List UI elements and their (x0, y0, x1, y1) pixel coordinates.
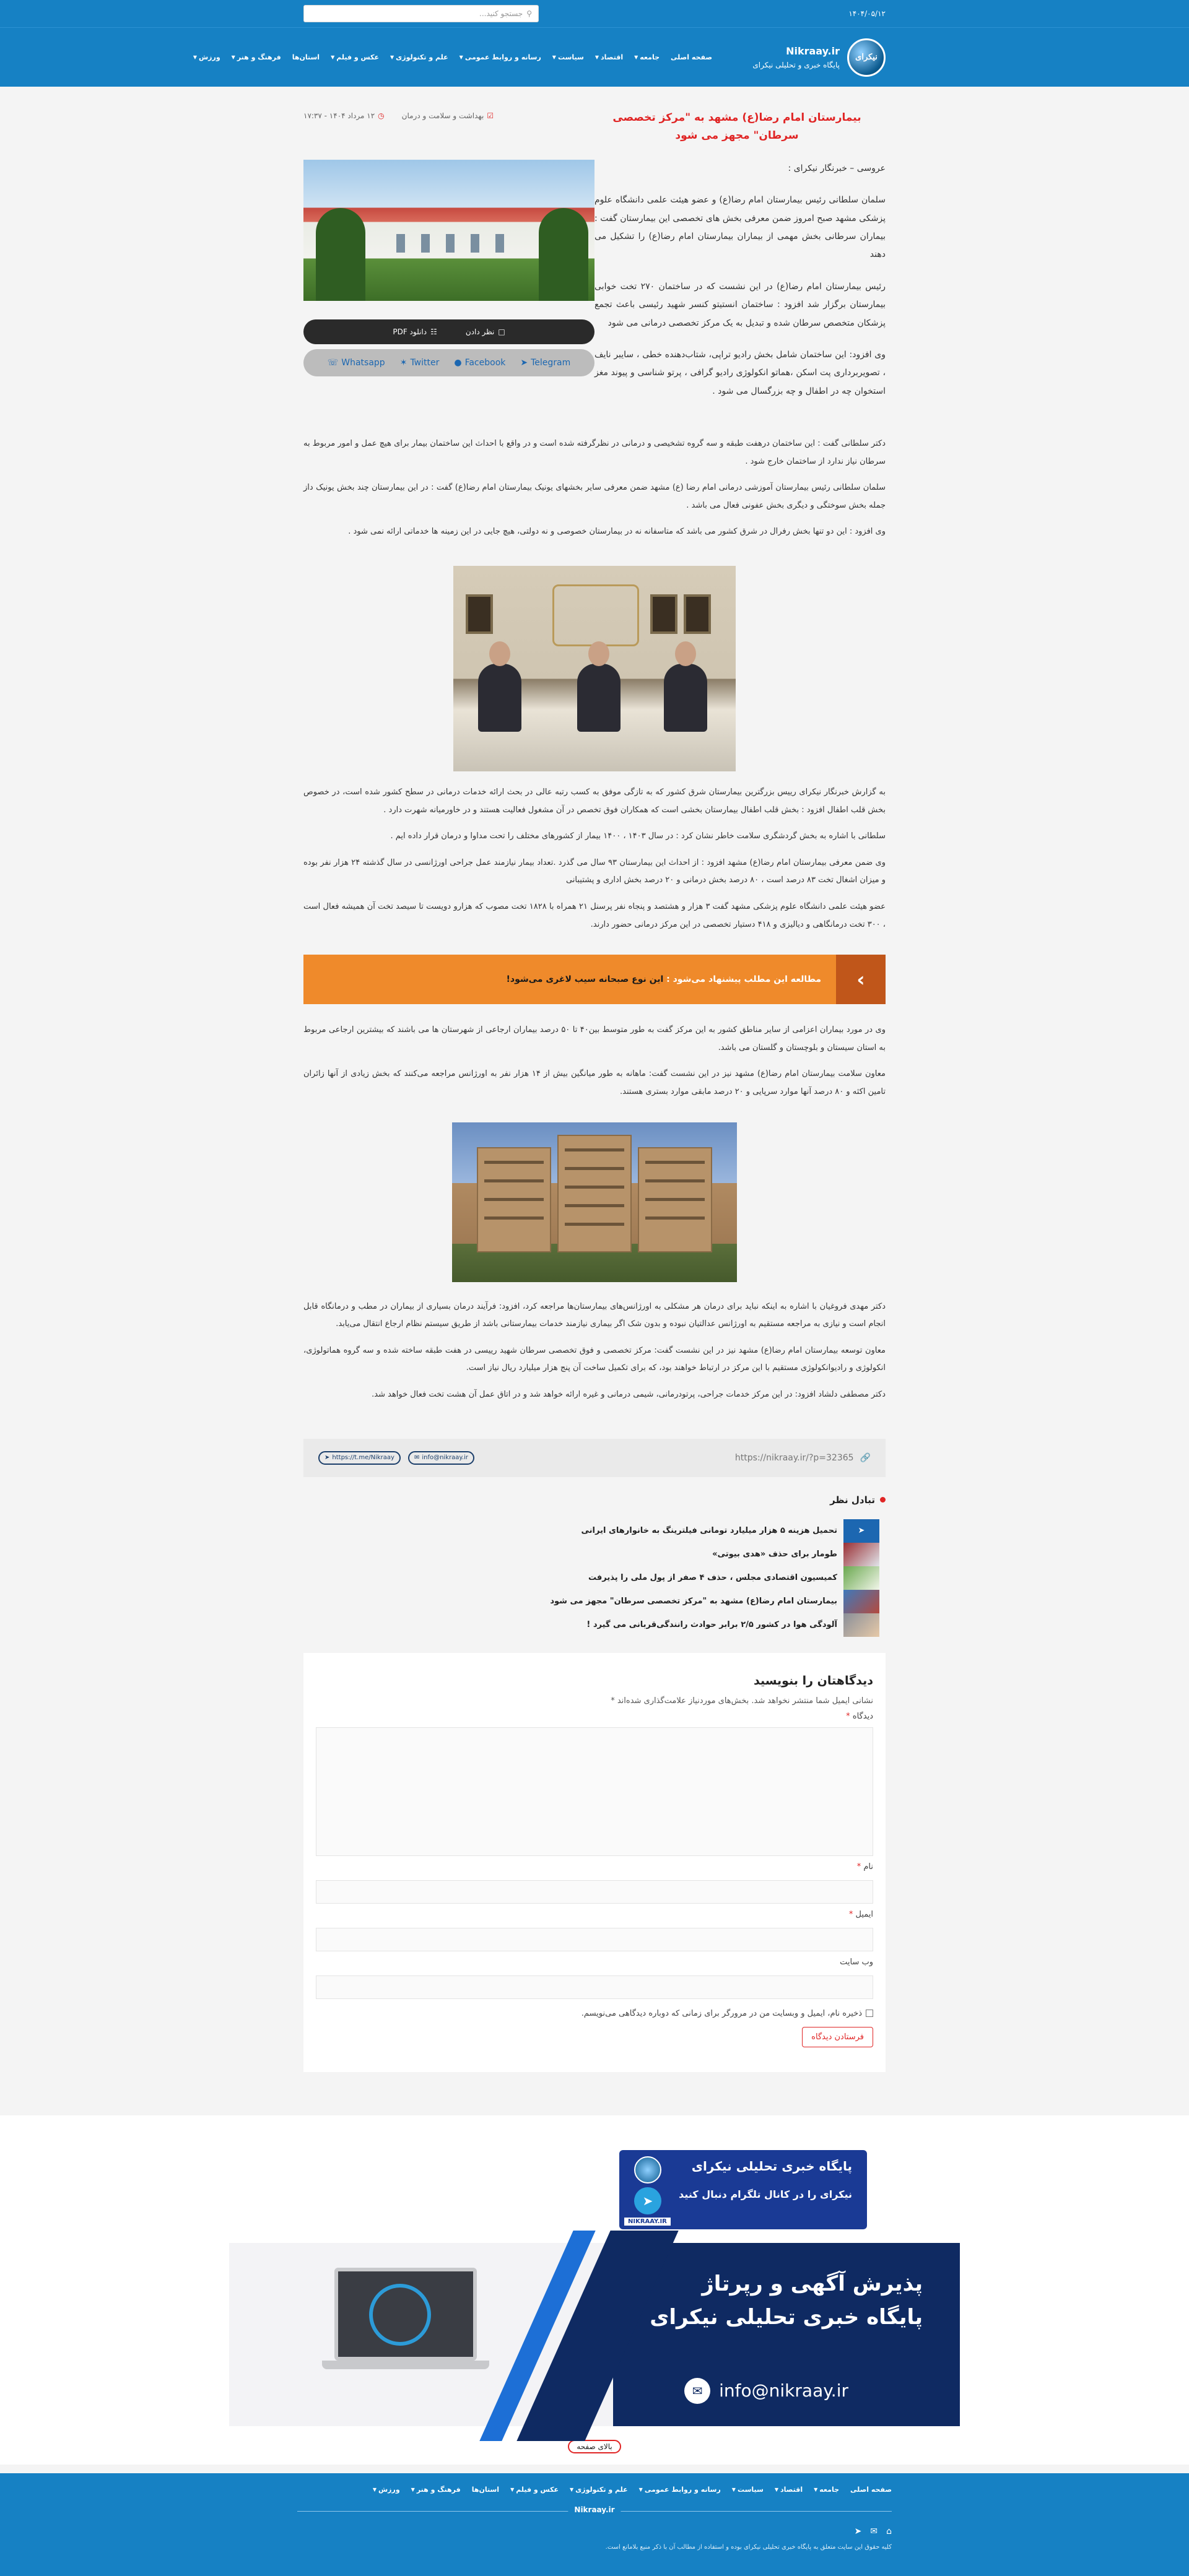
article-title: بیمارستان امام رضا(ع) مشهد به "مرکز تخصصی سرطان" مجهز می شود (612, 111, 861, 142)
email-chip[interactable]: ✉ info@nikraay.ir (408, 1451, 474, 1465)
share-facebook[interactable]: ● Facebook (454, 357, 506, 368)
related-thumbnail[interactable] (843, 1566, 879, 1590)
category-icon: ☑ (487, 111, 494, 120)
share-whatsapp[interactable]: ☏ Whatsapp (327, 357, 385, 368)
pdf-download-button[interactable]: ☷ دانلود PDF (393, 327, 437, 336)
twitter-icon: ✶ (399, 357, 407, 368)
name-field[interactable] (316, 1880, 873, 1904)
suggested-link[interactable]: این نوع صبحانه سیب لاغری می‌شود! (506, 974, 664, 985)
chevron-down-icon: ▼ (774, 2486, 779, 2492)
main-nav (193, 53, 712, 61)
search-placeholder: جستجو کنید... (479, 9, 523, 18)
body-paragraph: عضو هیئت علمی دانشگاه علوم پزشکی مشهد گفت ۳ هزار و هشتصد و پنجاه نفر پرسنل ۲۱ همراه با ۱۸۲۸ تخت مصوب که هزارو دویست تا سیصد تخت آن همیشه فعال است ، ۳۰۰ تخت درمانگاهی و دیالیزی و ۴۱۸ دستیار تخصصی در این مرکز درمانی حضور دارند. (303, 902, 886, 929)
telegram-banner-title: پایگاه خبری تحلیلی نیکرای (691, 2158, 852, 2174)
short-link-bar (303, 1439, 886, 1477)
comment-form-note: نشانی ایمیل شما منتشر نخواهد شد. بخش‌های موردنیاز علامت‌گذاری شده‌اند * (611, 1696, 873, 1706)
clock-icon: ◷ (378, 111, 385, 120)
comment-icon: □ (498, 327, 505, 336)
site-name[interactable]: Nikraay.ir (786, 45, 840, 57)
body-paragraph: معاون توسعه بیمارستان امام رضا(ع) مشهد نیز در این نشست گفت: مرکز تخصصی و فوق تخصصی سرطان شهید رییسی در هفت طبقه ساخته شده و سه گروه هماتولوژی، انکولوژی و رادیوانکولوژی مستقیم با این مرکز در ارتباط خواهند بود، که برای تکمیل ساخت آن پنج هزار میلیارد ریال نیاز است. (303, 1345, 886, 1373)
body-paragraph: دکتر سلطانی گفت : این ساختمان درهفت طبقه و سه گروه تشخیصی و درمانی در نظرگرفته شده است و در واقع با احداث این ساختمان بیمار برای هیچ عمل و امور مربوط به سرطان نیاز ندارد از ساختمان خارج شود . (303, 439, 886, 466)
footer-socials (297, 2526, 892, 2536)
ad-headline: پذیرش آگهی و رپرتاژ (702, 2271, 923, 2296)
body-paragraph: دکتر مصطفی دلشاد افزود: در این مرکز خدمات جراحی، پرتودرمانی، شیمی درمانی و غیره ارائه خواهد شد و در اتاق عمل آن هشت تخت فعال خواهد شد. (372, 1389, 886, 1399)
nav-item-science[interactable]: علم و تکنولوژی ▼ (390, 53, 448, 61)
footer-copyright: کلیه حقوق این سایت متعلق به پایگاه خبری تحلیلی نیکرای بوده و استفاده از مطالب آن با ذکر منبع بلامانع است. (605, 2543, 892, 2551)
related-thumbnail[interactable] (843, 1543, 879, 1566)
footer-nav (297, 2486, 892, 2494)
body-paragraph: معاون سلامت بیمارستان امام رضا(ع) مشهد نیز در این نشست گفت: ماهانه به طور میانگین بیش از ۱۴ هزار نفر به اورژانس مراجعه می‌کنند که بخش زیادی از آنها زائران تامین اکثه و ۸۰ درصد آنها موارد سرپایی و ۲۰ درصد مابقی موارد بستری هستند. (303, 1069, 886, 1096)
telegram-banner-tag: NIKRAAY.IR (624, 2218, 671, 2226)
comment-form (303, 1653, 886, 2072)
chevron-down-icon: ▼ (390, 54, 394, 60)
footer-nav-item[interactable]: اقتصاد ▼ (774, 2485, 803, 2494)
chevron-down-icon: ▼ (510, 2486, 515, 2492)
footer-nav-item[interactable]: سیاست ▼ (731, 2485, 764, 2494)
chevron-down-icon: ▼ (331, 54, 335, 60)
article-actions (303, 319, 594, 344)
site-logo[interactable] (847, 38, 886, 77)
site-footer (0, 2473, 1189, 2576)
lead-paragraph: عروسی – خبرنگار نیکرای : (788, 163, 886, 173)
suggested-article-box[interactable] (303, 955, 886, 1004)
nav-item-media-gallery[interactable]: عکس و فیلم ▼ (331, 53, 380, 61)
chevron-down-icon: ▼ (231, 54, 235, 60)
facebook-icon: ● (454, 357, 462, 368)
search-input[interactable] (303, 5, 539, 22)
back-to-top-button[interactable]: بالای صفحه (568, 2440, 621, 2453)
nav-item-culture[interactable]: فرهنگ و هنر ▼ (231, 53, 281, 61)
chevron-down-icon: ▼ (814, 2486, 818, 2492)
telegram-icon: ➤ (520, 357, 528, 368)
related-heading: تبادل نظر (303, 1494, 886, 1506)
chevron-down-icon: ▼ (459, 54, 463, 60)
mail-icon: ✉ (684, 2378, 710, 2404)
lead-paragraph: سلمان سلطانی رئیس بیمارستان امام رضا(ع) و عضو هیئت علمی دانشگاه علوم پزشکی مشهد صبح امروز ضمن معرفی بخش های تخصصی این بیمارستان گفت : بیماران سرطانی بخش مهمی از بیماران بیمارستان امام رضا(ع) را تشکیل می دهند (594, 195, 886, 260)
nav-item-politics[interactable]: سیاست ▼ (552, 53, 584, 61)
body-paragraph: وی ضمن معرفی بیمارستان امام رضا(ع) مشهد افزود : از احداث این بیمارستان ۹۳ سال می گذرد .تعداد بیمار نیازمند عمل جراحی اورژانسی در سال گذشته ۲۴ هزار نفر بوده و میزان اشغال تخت ۸۳ درصد است ، ۸۰ درصد بخش درمانی و ۲۰ درصد بخش اداری و پشتیبانی (303, 857, 886, 885)
telegram-banner[interactable] (619, 2150, 867, 2229)
search-icon[interactable]: ⚲ (526, 9, 532, 18)
site-logo-icon (634, 2156, 661, 2184)
telegram-banner-subtitle: نیکرای را در کانال تلگرام دنبال کنید (679, 2188, 852, 2200)
footer-nav-item[interactable]: جامعه ▼ (814, 2485, 839, 2494)
article-meta (303, 109, 494, 120)
banner-area (0, 2115, 1189, 2465)
home-icon[interactable]: ⌂ (886, 2526, 892, 2536)
ad-email: ✉ info@nikraay.ir (684, 2378, 848, 2404)
nav-item-society[interactable]: جامعه ▼ (634, 53, 660, 61)
footer-brand[interactable]: Nikraay.ir (568, 2505, 621, 2514)
site-brand[interactable] (725, 38, 886, 77)
body-paragraph: وی در مورد بیماران اعزامی از سایر مناطق کشور به این مرکز گفت به طور متوسط بین۴۰ تا ۵۰ درصد بیماران ارجاعی از شهرستان ها می باشند که بیشترین ارجاعی مربوط به استان سیستان و بلوچستان و گلستان می باشد. (303, 1025, 886, 1052)
footer-nav-item[interactable]: علم و تکنولوژی ▼ (570, 2485, 628, 2494)
logo-text: نیکرای (855, 53, 878, 62)
related-thumbnail[interactable] (843, 1613, 879, 1637)
related-item[interactable]: ➤ تحمیل هزینه ۵ هزار میلیارد تومانی فیلترینگ به خانوارهای ایرانی (303, 1519, 879, 1543)
footer-divider (297, 2505, 892, 2514)
link-icon: 🔗 (860, 1452, 871, 1463)
save-info-checkbox[interactable] (866, 2010, 873, 2017)
nav-item-media[interactable]: رسانه و روابط عمومی ▼ (459, 53, 541, 61)
save-info-row (316, 2009, 873, 2018)
lead-paragraph: رئیس بیمارستان امام رضا(ع) در این نشست که در ساختمان ۲۷۰ تخت خوابی بیمارستان برگزار شد افزود : ساختمان انستیتو کنسر شهید رئیسی باعث تجمع پزشکان متخصص سرطان شده و تبدیل به یک مرکز تخصصی درمانی می شود (594, 281, 886, 328)
laptop-illustration (334, 2268, 477, 2361)
mail-icon[interactable]: ✉ (870, 2526, 878, 2536)
telegram-icon: ➤ (634, 2187, 661, 2214)
footer-nav-item[interactable]: ورزش ▼ (372, 2485, 400, 2494)
telegram-icon[interactable]: ➤ (854, 2526, 862, 2536)
comment-button[interactable]: □ نظر دادن (465, 327, 505, 336)
comment-form-title: دیدگاهتان را بنویسید (753, 1673, 873, 1688)
body-paragraph: دکتر مهدی فروغیان با اشاره به اینکه نباید برای درمان هر مشکلی به اورژانس‌های بیمارستان‌ها مراجعه کرد، افزود: فرآیند درمان بسیاری از بیماران در مطب و درمانگاه قابل انجام است و نیازی به مراجعه مستقیم به اورژانس عدالتیان نبوده و بدون شک اگر بیماری نیازمند خدمات بیمارستانی باشد از طریق سیستم نظام ارجاع انتقال می‌یابد. (303, 1301, 886, 1329)
whatsapp-icon: ☏ (327, 357, 339, 368)
pdf-icon: ☷ (430, 327, 437, 336)
submit-comment-button[interactable]: فرستادن دیدگاه (802, 2027, 873, 2047)
hospital-exterior-photo (452, 1122, 737, 1282)
related-item[interactable]: بیمارستان امام رضا(ع) مشهد به "مرکز تخصصی سرطان" مجهز می شود (303, 1590, 879, 1613)
chevron-down-icon: ▼ (193, 54, 197, 60)
site-tagline: پایگاه خبری و تحلیلی نیکرای (752, 61, 840, 69)
hospital-building-photo (303, 160, 594, 301)
advertising-banner[interactable] (229, 2243, 960, 2426)
footer-nav-item[interactable]: فرهنگ و هنر ▼ (411, 2485, 461, 2494)
lead-paragraph: وی افزود: این ساختمان شامل بخش رادیو تراپی، شتاب‌دهنده خطی ، سایبر نایف ، تصویربرداری پت اسکن ،هماتو انکولوژی رادیو گرافی ، پرتو شناسی و پیوند مغز استخوان چه در اطفال و چه بزرگسال می شود . (594, 349, 886, 396)
suggested-label: مطالعه این مطلب پیشنهاد می‌شود : (666, 974, 821, 985)
footer-nav-item[interactable]: صفحه اصلی (850, 2485, 892, 2494)
comment-textarea[interactable] (316, 1727, 873, 1856)
website-field[interactable] (316, 1975, 873, 1999)
chevron-down-icon: ▼ (372, 2486, 377, 2492)
article-lead (594, 160, 886, 414)
telegram-channel-chip[interactable]: ➤ https://t.me/Nikraay (318, 1451, 401, 1465)
email-field[interactable] (316, 1928, 873, 1951)
chevron-down-icon: ▼ (731, 2486, 736, 2492)
save-info-label: ذخیره نام، ایمیل و وبسایت من در مرورگر برای زمانی که دوباره دیدگاهی می‌نویسم. (581, 2008, 862, 2018)
bullet-icon (880, 1497, 886, 1503)
related-thumbnail[interactable]: ➤ (843, 1519, 879, 1543)
body-paragraph: وی افزود : این دو تنها بخش رفرال در شرق کشور می باشد که متاسفانه نه در بیمارستان خصوصی و نه دولتی، هیچ جایی در این زمینه ها خدماتی ارائه نمی شود . (348, 527, 886, 537)
top-bar (0, 0, 1189, 27)
share-twitter[interactable]: ✶ Twitter (399, 357, 440, 368)
related-news (303, 1494, 886, 1637)
chevron-down-icon: ▼ (594, 54, 599, 60)
share-bar (303, 349, 594, 376)
nav-item-economy[interactable]: اقتصاد ▼ (594, 53, 624, 61)
footer-nav-item[interactable]: عکس و فیلم ▼ (510, 2485, 559, 2494)
name-label: نام * (856, 1862, 873, 1871)
current-date: ۱۴۰۴/۰۵/۱۲ (848, 9, 886, 18)
nav-item-provinces[interactable]: استان‌ها (292, 53, 320, 61)
share-telegram[interactable]: ➤ Telegram (520, 357, 571, 368)
short-url[interactable]: https://nikraay.ir/?p=32365 🔗 (734, 1452, 871, 1463)
body-paragraph: به گزارش خبرنگار نیکرای رییس بزرگترین بیمارستان شرق کشور که به تازگی موفق به کسب رتبه عالی در بحث ارائه خدمات درمانی در سطح کشور شده است، در خصوص بخش قلب اطفال افزود : بخش قلب اطفال بیمارستان بخشی است که همکاران فوق تخصص در آن مشغول فعالیت هستند و در خاورمیانه شهرت دارد . (303, 787, 886, 815)
email-label: ایمیل * (848, 1909, 873, 1919)
nav-item-home[interactable]: صفحه اصلی (671, 53, 712, 61)
mail-icon: ✉ (414, 1454, 420, 1462)
article-datetime: ◷ ۱۲ مرداد ۱۴۰۴ - ۱۷:۳۷ (303, 111, 385, 120)
chevron-down-icon: ▼ (411, 2486, 415, 2492)
website-label: وب سایت (840, 1957, 873, 1967)
telegram-icon: ➤ (324, 1454, 330, 1462)
site-header (0, 27, 1189, 87)
footer-nav-item[interactable]: استان‌ها (471, 2485, 500, 2494)
chevron-down-icon: ▼ (552, 54, 556, 60)
chevron-down-icon: ▼ (638, 2486, 643, 2492)
ad-subheadline: پایگاه خبری تحلیلی نیکرای (650, 2304, 923, 2330)
body-paragraph: سلطانی با اشاره به بخش گردشگری سلامت خاطر نشان کرد : در سال ۱۴۰۳ ، ۱۴۰۰ بیمار از کشورهای مختلف را تحت مداوا و درمان قرار داده ایم . (390, 831, 886, 841)
chevron-left-icon[interactable]: › (836, 955, 886, 1004)
footer-nav-item[interactable]: رسانه و روابط عمومی ▼ (638, 2485, 721, 2494)
related-item[interactable]: کمیسیون اقتصادی مجلس ، حذف ۴ صفر از پول ملی را پذیرفت (303, 1566, 879, 1590)
press-conference-photo (453, 566, 736, 771)
chevron-down-icon: ▼ (634, 54, 638, 60)
comment-label: دیدگاه * (846, 1711, 873, 1721)
related-item[interactable]: آلودگی هوا در کشور ۲/۵ برابر حوادث رانندگی‌قربانی می گیرد ! (303, 1613, 879, 1637)
nav-item-sport[interactable]: ورزش ▼ (193, 53, 220, 61)
related-thumbnail[interactable] (843, 1590, 879, 1613)
chevron-down-icon: ▼ (570, 2486, 574, 2492)
article-category[interactable]: ☑ بهداشت و سلامت و درمان (401, 111, 494, 120)
related-item[interactable]: طومار برای حذف «هدی بیوتی» (303, 1543, 879, 1566)
article (303, 87, 886, 2072)
article-body (303, 435, 886, 1403)
body-paragraph: سلمان سلطانی رئیس بیمارستان آموزشی درمانی امام رضا (ع) مشهد ضمن معرفی سایر بخشهای یونیک بیمارستان امام رضا(ع) گفت : در این بیمارستان چند بخش یونیک داز جمله بخش سوختگی و دیگری بخش عفونی فعال می باشد . (303, 483, 886, 510)
